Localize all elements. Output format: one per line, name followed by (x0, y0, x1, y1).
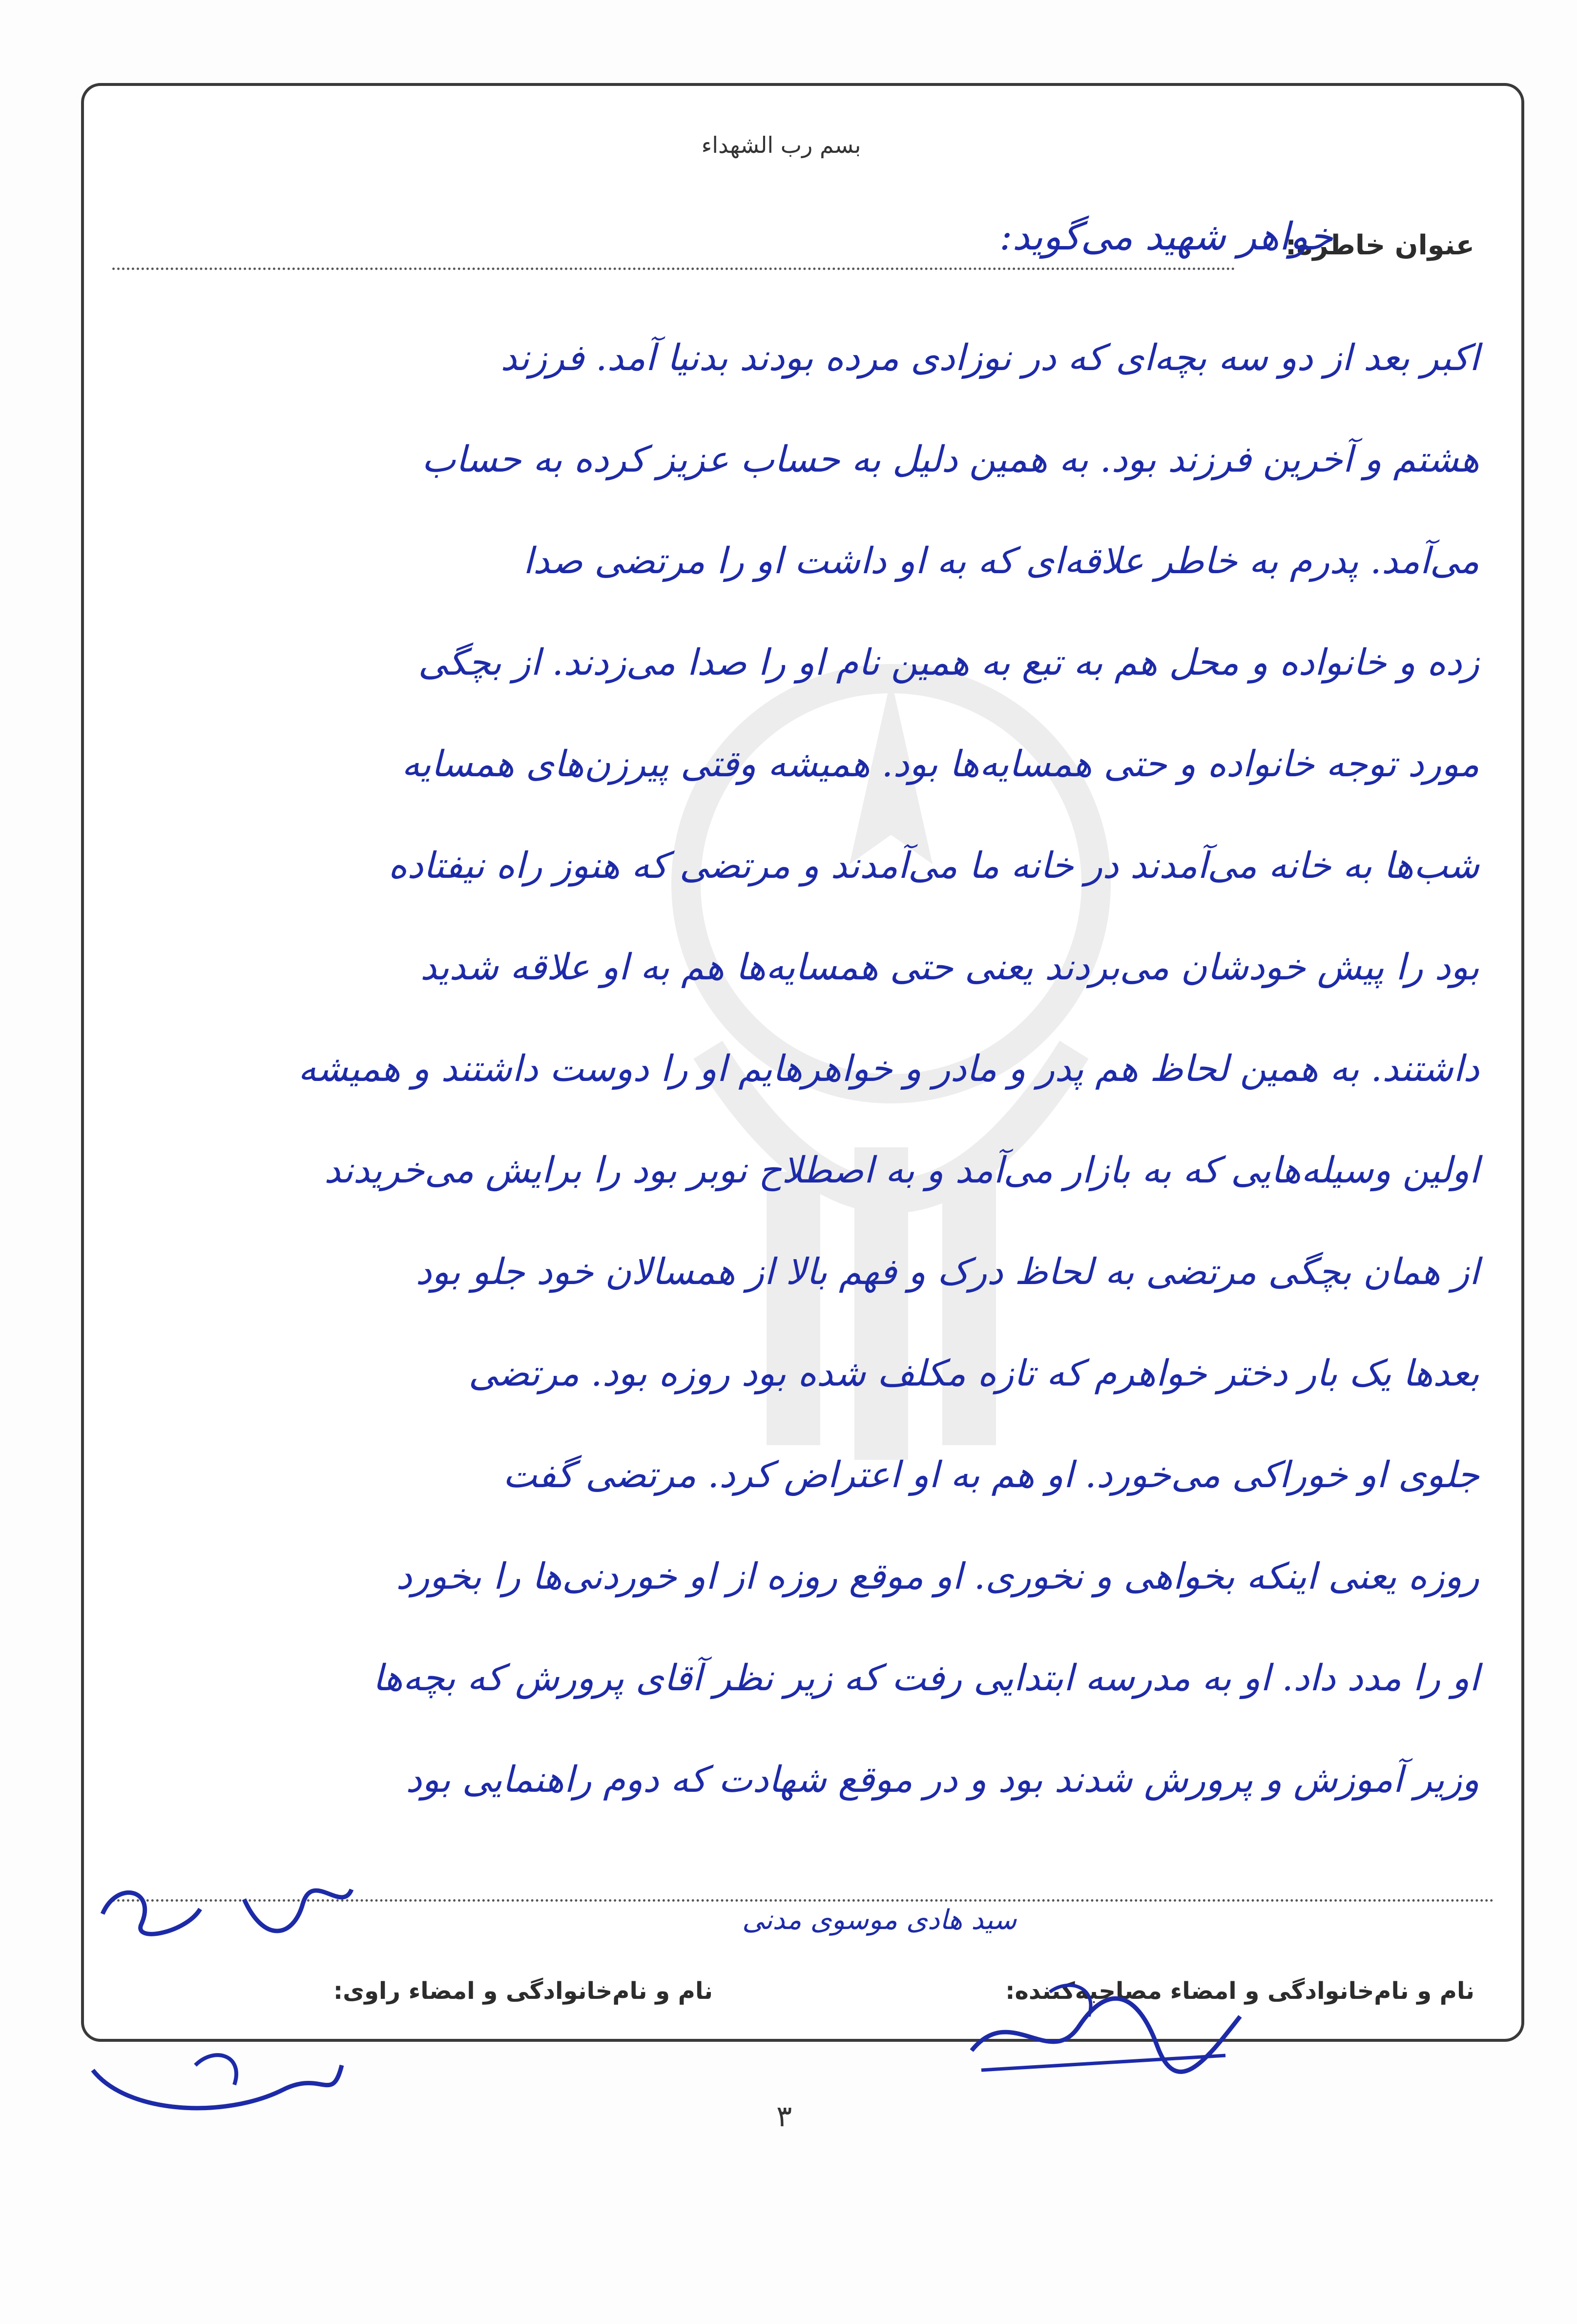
body-line (98, 1531, 1499, 1633)
body-line (98, 1734, 1499, 1836)
interviewer-signature-label: نام و نام‌خانوادگی و امضاء مصاحبه‌کننده: (1005, 1977, 1474, 2005)
title-label: عنوان خاطره: (1285, 229, 1474, 261)
title-dotted-line (112, 268, 1235, 270)
narrator-signature-bottom (78, 2036, 352, 2124)
body-line-text: مورد توجه خانواده و حتی همسایه‌ها بود. همیشه وقتی پیرزن‌های همسایه (401, 743, 1479, 785)
narrator-signature-label: نام و نام‌خانوادگی و امضاء راوی: (333, 1977, 713, 2005)
body-line-text: اولین وسیله‌هایی که به بازار می‌آمد و به اصطلاح نوبر بود را برایش می‌خریدند (324, 1149, 1479, 1191)
body-line-text: شب‌ها به خانه می‌آمدند در خانه ما می‌آمدند و مرتضی که هنوز راه نیفتاده (388, 845, 1479, 887)
body-line-text: بود را پیش خودشان می‌بردند یعنی حتی همسایه‌ها هم به او علاقه شدید (420, 946, 1479, 988)
body-line-text: وزیر آموزش و پرورش شدند بود و در موقع شهادت که دوم راهنمایی بود (406, 1759, 1479, 1801)
body-line (98, 922, 1499, 1023)
body-line-text: داشتند. به همین لحاظ هم پدر و مادر و خواهرهایم او را دوست داشتند و همیشه (298, 1048, 1479, 1090)
body-line (98, 1023, 1499, 1125)
title-row (107, 215, 1494, 273)
body-line (98, 1125, 1499, 1226)
body-line-text: از همان بچگی مرتضی به لحاظ درک و فهم بالا از همسالان خود جلو بود (415, 1251, 1479, 1293)
memoir-body (98, 312, 1499, 1836)
narrator-signature-top (88, 1870, 361, 1958)
body-line (98, 312, 1499, 414)
body-line (98, 719, 1499, 820)
body-line-text: جلوی او خوراکی می‌خورد. او هم به او اعتراض کرد. مرتضی گفت (503, 1454, 1479, 1496)
interviewer-name: سید هادی موسوی مدنی (742, 1904, 1017, 1936)
title-value: خواهر شهید می‌گوید: (999, 215, 1333, 259)
body-line-text: بعدها یک بار دختر خواهرم که تازه مکلف شده بود روزه بود. مرتضی (468, 1352, 1479, 1394)
body-line-text: اکبر بعد از دو سه بچه‌ای که در نوزادی مرده بودند بدنیا آمد. فرزند (500, 337, 1479, 379)
interviewer-signature (952, 1972, 1255, 2085)
body-line (98, 1633, 1499, 1734)
body-line-text: هشتم و آخرین فرزند بود. به همین دلیل به حساب عزیز کرده به حساب (421, 438, 1479, 480)
body-line (98, 516, 1499, 617)
body-line-text: روزه یعنی اینکه بخواهی و نخوری. او موقع روزه از او خوردنی‌ها را بخورد (395, 1556, 1479, 1598)
body-line (98, 1328, 1499, 1430)
body-line (98, 820, 1499, 922)
body-line (98, 617, 1499, 719)
body-line-text: زده و خانواده و محل هم به تبع به همین نام او را صدا می‌زدند. از بچگی (418, 642, 1479, 684)
signature-footer (107, 1963, 1494, 2021)
body-line (98, 414, 1499, 516)
body-line-text: می‌آمد. پدرم به خاطر علاقه‌ای که به او داشت او را مرتضی صدا (523, 540, 1479, 582)
body-line (98, 1430, 1499, 1531)
body-line-text: او را مدد داد. او به مدرسه ابتدایی رفت که زیر نظر آقای پرورش که بچه‌ها (373, 1657, 1479, 1699)
body-line (98, 1226, 1499, 1328)
bismillah-header: بسم رب الشهداء (701, 132, 861, 158)
page-number: ۳ (776, 2099, 792, 2134)
